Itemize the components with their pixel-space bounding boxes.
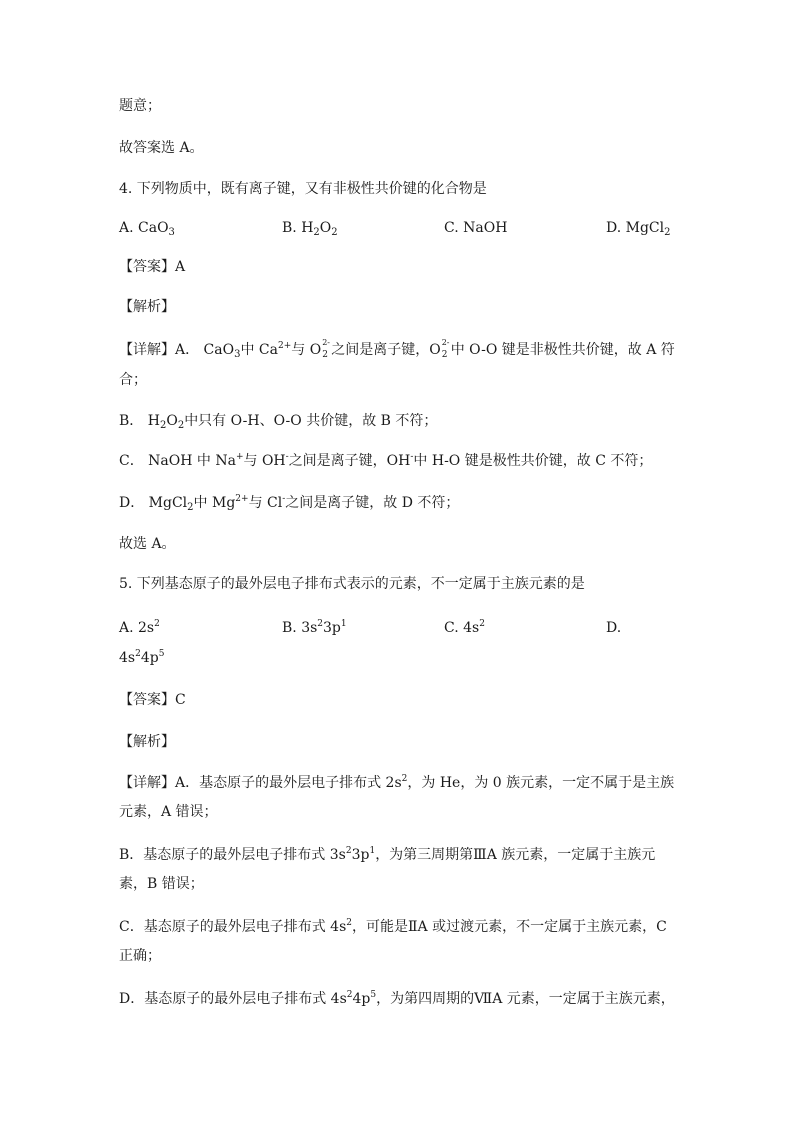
q5-answer: 【答案】C xyxy=(119,692,186,708)
q4-detail-b: B． $H_2O_2$中只有 O-H、O-O 共价键，故 B 不符； xyxy=(119,413,438,431)
q5-detail-c: C．基态原子的最外层电子排布式 $4s^2$，可能是ⅡA 或过渡元素，不一定属于主族元素，C xyxy=(119,918,667,935)
text-line: 合； xyxy=(119,372,147,388)
q5-detail-a: 【详解】A．基态原子的最外层电子排布式 $2s^2$，为 He，为 0 族元素，一定不属于是主族 xyxy=(119,774,675,791)
q5-option-d-label: D. xyxy=(606,620,622,636)
q4-answer: 【答案】A xyxy=(119,259,186,275)
q4-detail-d: D． MgCl$_2$中 $Mg^{2+}$与 Cl-之间是离子键，故 D 不符； xyxy=(119,494,460,513)
q4-detail-c: C． NaOH 中 Na+与 OH-之间是离子键，OH-中 H-O 键是极性共价键，故 C 不符； xyxy=(119,452,653,469)
text-line: 元素，A 错误； xyxy=(119,804,218,820)
text-line: 故答案选 A。 xyxy=(119,140,204,156)
q4-option-a: A. CaO$_3$ xyxy=(119,220,175,238)
q4-detail-a: 【详解】A． CaO$_3$中 $Ca^{2+}$与 O 2- 2 之间是离子键，O 2- 2 中 O-O 键是非极性共价键，故 A 符 xyxy=(119,338,675,360)
q4-conclusion: 故选 A。 xyxy=(119,536,176,552)
question-4-stem: 4. 下列物质中，既有离子键，又有非极性共价键的化合物是 xyxy=(119,181,487,197)
superscript-subscript: 2- 2 xyxy=(441,338,450,360)
text-line: 正确； xyxy=(119,948,161,964)
q5-option-c: C. $4s^2$ xyxy=(444,619,485,636)
q5-analysis-heading: 【解析】 xyxy=(119,734,175,750)
q5-option-d: $4s^24p^5$ xyxy=(119,649,165,666)
question-5-stem: 5. 下列基态原子的最外层电子排布式表示的元素，不一定属于主族元素的是 xyxy=(119,576,585,592)
q4-analysis-heading: 【解析】 xyxy=(119,299,175,315)
q4-option-d: D. MgCl$_2$ xyxy=(606,220,671,238)
text-line: 素，B 错误； xyxy=(119,876,204,892)
q5-detail-b: B．基态原子的最外层电子排布式 $3s^23p^1$，为第三周期第ⅢA 族元素，一定属于主族元 xyxy=(119,846,656,863)
superscript-subscript: 2- 2 xyxy=(322,338,331,360)
q4-option-c: C. NaOH xyxy=(444,220,508,236)
q5-option-b: B. $3s^23p^1$ xyxy=(282,619,347,636)
q4-option-b: B. $H_2O_2$ xyxy=(282,220,338,238)
q5-detail-d: D．基态原子的最外层电子排布式 $4s^24p^5$，为第四周期的ⅦA 元素，一定属于主族元素， xyxy=(119,990,675,1007)
text-line: 题意； xyxy=(119,98,161,114)
q5-option-a: A. $2s^2$ xyxy=(119,619,160,636)
